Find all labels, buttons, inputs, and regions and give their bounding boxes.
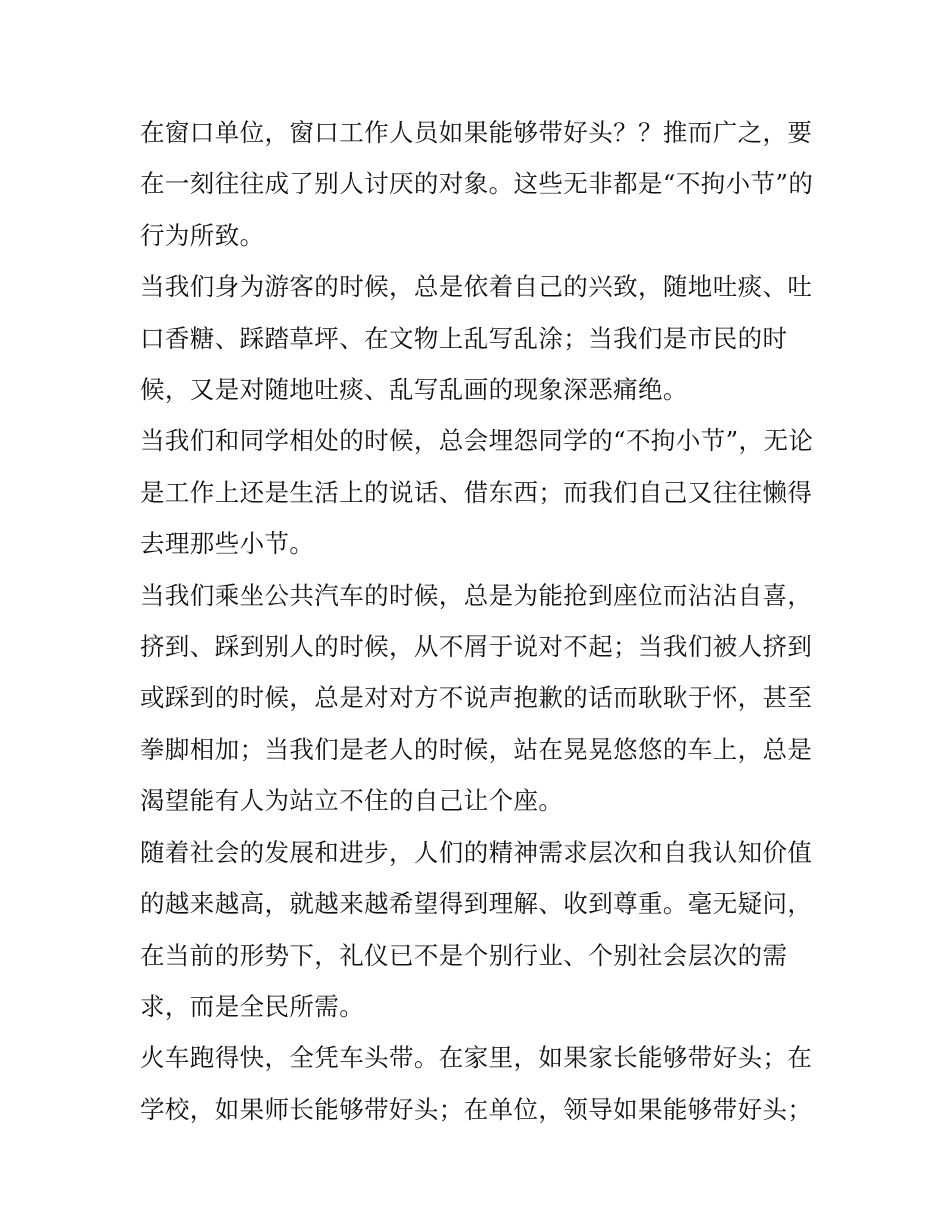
text-line: 挤到、踩到别人的时候，从不屑于说对不起；当我们被人挤到 bbox=[140, 632, 813, 662]
text-line: 当我们身为游客的时候，总是依着自己的兴致，随地吐痰、吐 bbox=[140, 272, 813, 302]
text-line: 是工作上还是生活上的说话、借东西；而我们自己又往往懒得 bbox=[140, 477, 813, 507]
text-line: 的越来越高，就越来越希望得到理解、收到尊重。毫无疑问， bbox=[140, 889, 813, 919]
text-line: 行为所致。 bbox=[140, 220, 265, 250]
paragraph-6 bbox=[140, 1032, 820, 1135]
text-line: 在窗口单位，窗口工作人员如果能够带好头？？推而广之，要 bbox=[140, 118, 813, 147]
text-line: 学校，如果师长能够带好头；在单位，领导如果能够带好头； bbox=[140, 1094, 813, 1124]
text-line: 候，又是对随地吐痰、乱写乱画的现象深恶痛绝。 bbox=[140, 375, 688, 405]
text-line: 或踩到的时候，总是对对方不说声抱歉的话而耿耿于怀，甚至 bbox=[140, 683, 813, 713]
paragraph-3 bbox=[140, 415, 820, 569]
paragraph-1 bbox=[140, 107, 820, 261]
text-line: 当我们和同学相处的时候，总会埋怨同学的“不拘小节”，无论 bbox=[140, 426, 814, 456]
text-line: 渴望能有人为站立不住的自己让个座。 bbox=[140, 786, 564, 816]
text-line: 火车跑得快，全凭车头带。在家里，如果家长能够带好头；在 bbox=[140, 1043, 813, 1073]
document-body bbox=[140, 107, 820, 1135]
paragraph-2 bbox=[140, 261, 820, 415]
paragraph-4 bbox=[140, 570, 820, 827]
text-line: 去理那些小节。 bbox=[140, 529, 315, 559]
text-line: 随着社会的发展和进步，人们的精神需求层次和自我认知价值 bbox=[140, 837, 813, 867]
text-line: 在一刻往往成了别人讨厌的对象。这些无非都是“不拘小节”的 bbox=[140, 169, 814, 199]
text-line: 口香糖、踩踏草坪、在文物上乱写乱涂；当我们是市民的时 bbox=[140, 323, 788, 353]
text-line: 拳脚相加；当我们是老人的时候，站在晃晃悠悠的车上，总是 bbox=[140, 734, 813, 764]
text-line: 求，而是全民所需。 bbox=[140, 991, 365, 1021]
text-line: 当我们乘坐公共汽车的时候，总是为能抢到座位而沾沾自喜， bbox=[140, 580, 813, 610]
paragraph-5 bbox=[140, 827, 820, 1033]
text-line: 在当前的形势下，礼仪已不是个别行业、个别社会层次的需 bbox=[140, 940, 788, 970]
